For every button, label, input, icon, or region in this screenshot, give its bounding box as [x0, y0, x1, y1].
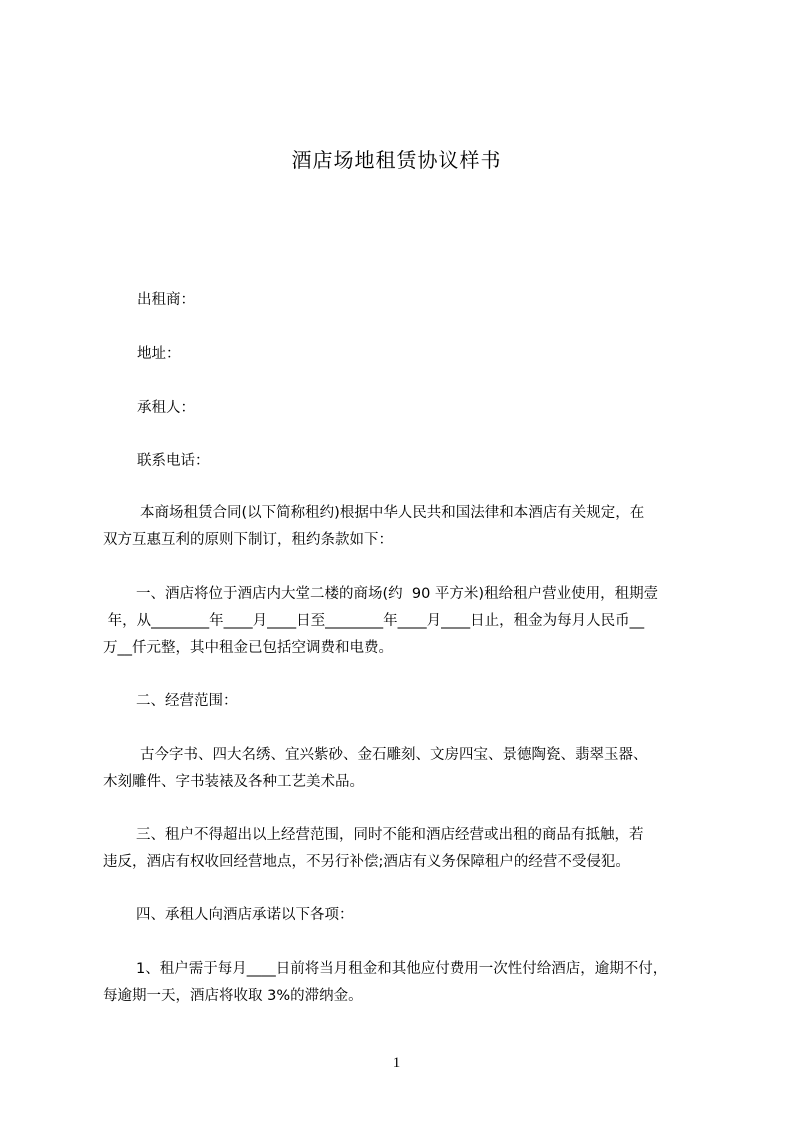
phone-field: 联系电话： [137, 453, 210, 469]
clause-4-item-1-line: 1、租户需于每月____日前将当月租金和其他应付费用一次性付给酒店，逾期不付， [136, 961, 668, 977]
lessee-field: 承租人： [137, 400, 195, 416]
clause-3-line: 违反，酒店有权收回经营地点，不另行补偿;酒店有义务保障租户的经营不受侵犯。 [103, 854, 630, 870]
document-title: 酒店场地租赁协议样书 [291, 148, 502, 172]
lessor-field: 出租商： [137, 292, 195, 308]
address-field: 地址： [137, 346, 181, 362]
clause-2-line: 古今字书、四大名绣、宜兴紫砂、金石雕刻、文房四宝、景德陶瓷、翡翠玉器、 [140, 747, 648, 763]
clause-1-line: 年，从________年____月____日至________年____月____日止，租金为每月人民币__ [103, 613, 645, 629]
clause-2-line: 木刻雕件、字书装裱及各种工艺美术品。 [103, 774, 364, 790]
clause-2-heading: 二、经营范围： [136, 693, 238, 709]
preamble-line: 本商场租赁合同(以下简称租约)根据中华人民共和国法律和本酒店有关规定，在 [140, 505, 645, 521]
clause-1-line: 万__仟元整，其中租金已包括空调费和电费。 [103, 640, 393, 656]
clause-3-line: 三、租户不得超出以上经营范围，同时不能和酒店经营或出租的商品有抵触，若 [136, 827, 644, 843]
page-number: 1 [392, 1055, 401, 1071]
clause-1-line: 一、酒店将位于酒店内大堂二楼的商场(约 90 平方米)租给租户营业使用，租期壹 [136, 586, 659, 602]
clause-4-heading: 四、承租人向酒店承诺以下各项： [136, 907, 354, 923]
clause-4-item-1-line: 每逾期一天，酒店将收取 3%的滞纳金。 [103, 988, 363, 1004]
preamble-line: 双方互惠互利的原则下制订，租约条款如下： [103, 532, 393, 548]
